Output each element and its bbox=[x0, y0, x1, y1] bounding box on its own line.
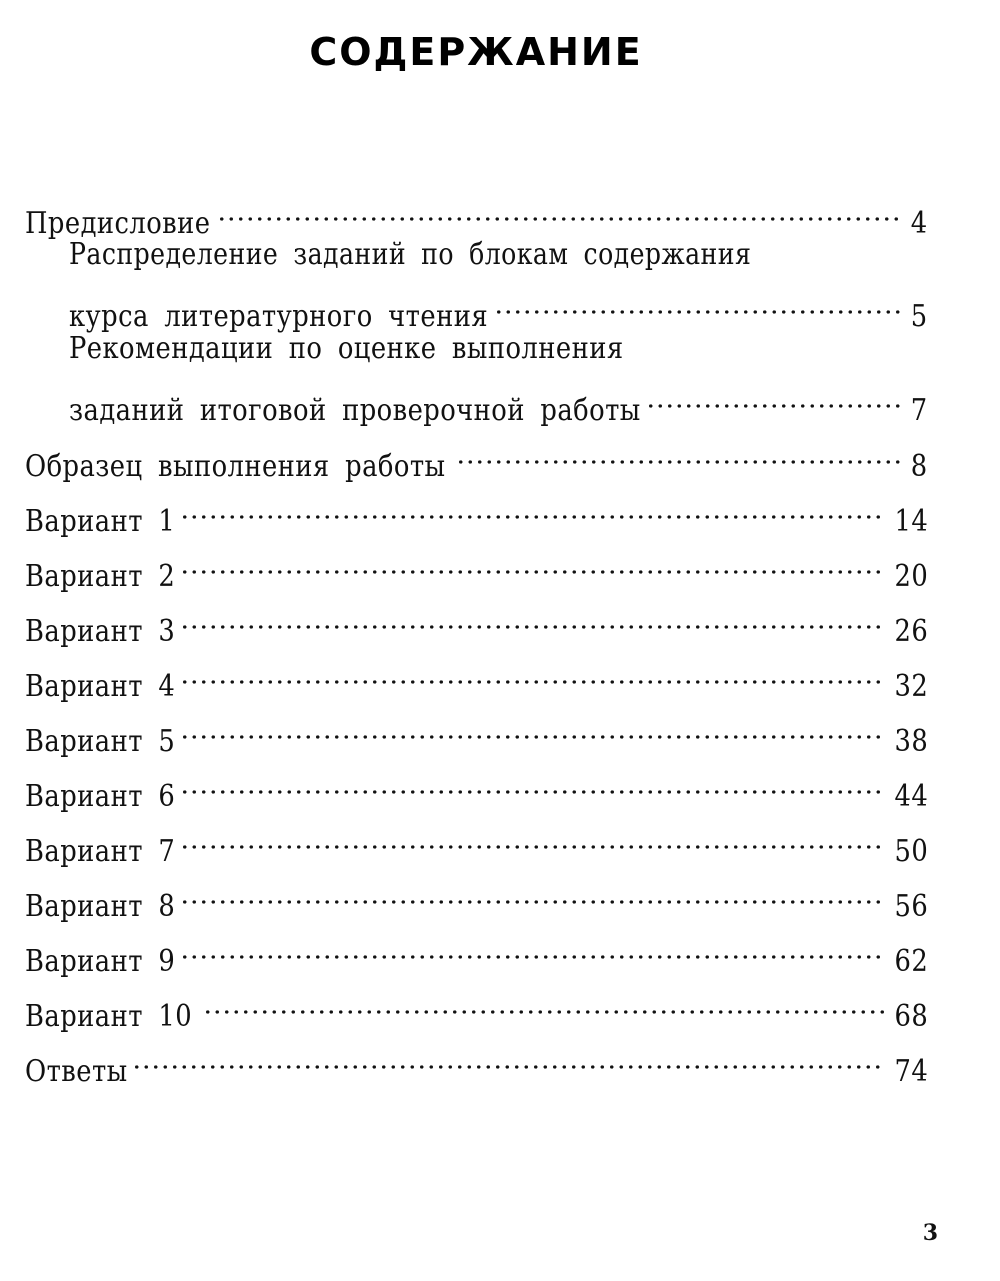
toc-entry-label: Вариант 8 bbox=[25, 889, 176, 924]
dot-leader bbox=[176, 538, 889, 586]
toc-entry-page: 68 bbox=[894, 999, 928, 1034]
toc-entry-variant-4[interactable] bbox=[25, 648, 928, 704]
toc-entry-variant-1[interactable] bbox=[25, 483, 928, 539]
toc-entry-page: 50 bbox=[894, 834, 928, 869]
toc-entry-page: 62 bbox=[894, 944, 928, 979]
toc-entry-page: 20 bbox=[894, 559, 928, 594]
toc-entry-label: Ответы bbox=[25, 1054, 128, 1089]
toc-entry-page: 7 bbox=[911, 393, 928, 428]
dot-leader bbox=[176, 813, 889, 861]
toc-entry-label: Вариант 7 bbox=[25, 834, 176, 869]
toc-entry-preface[interactable] bbox=[25, 185, 928, 241]
toc-entry-page: 56 bbox=[894, 889, 928, 924]
toc-entry-label: Вариант 3 bbox=[25, 614, 176, 649]
page-number: 3 bbox=[922, 1220, 938, 1246]
toc-entry-variant-9[interactable] bbox=[25, 923, 928, 979]
dot-leader bbox=[199, 978, 888, 1026]
dot-leader bbox=[176, 923, 889, 971]
dot-leader bbox=[176, 648, 889, 696]
toc-entry-label: Вариант 6 bbox=[25, 779, 176, 814]
toc-entry-label: Вариант 9 bbox=[25, 944, 176, 979]
toc-entry-page: 5 bbox=[911, 299, 928, 334]
toc-entry-page: 26 bbox=[894, 614, 928, 649]
toc-entry-distribution[interactable] bbox=[69, 278, 928, 334]
dot-leader bbox=[128, 1033, 889, 1081]
dot-leader bbox=[490, 278, 908, 326]
toc-entry-label: Распределение заданий по блокам содержания bbox=[69, 237, 752, 272]
toc-entry-label: заданий итоговой проверочной работы bbox=[69, 393, 641, 428]
toc-entry-page: 38 bbox=[894, 724, 928, 759]
dot-leader bbox=[176, 483, 889, 531]
toc-entry-page: 4 bbox=[911, 206, 928, 241]
toc-entry-distribution-line1[interactable] bbox=[69, 231, 928, 279]
toc-entry-answers[interactable] bbox=[25, 1033, 928, 1089]
toc-entry-page: 32 bbox=[894, 669, 928, 704]
toc-entry-variant-7[interactable] bbox=[25, 813, 928, 869]
dot-leader bbox=[176, 758, 889, 806]
toc-entry-variant-2[interactable] bbox=[25, 538, 928, 594]
toc-entry-label: Образец выполнения работы bbox=[25, 449, 446, 484]
dot-leader bbox=[452, 428, 908, 476]
toc-entry-variant-10[interactable] bbox=[25, 978, 928, 1034]
toc-entry-page: 74 bbox=[894, 1054, 928, 1089]
dot-leader bbox=[176, 593, 889, 641]
toc-entry-recommendations[interactable] bbox=[69, 372, 928, 428]
toc-entry-label: Вариант 10 bbox=[25, 999, 193, 1034]
toc-entry-variant-3[interactable] bbox=[25, 593, 928, 649]
page-title: СОДЕРЖАНИЕ bbox=[309, 30, 643, 74]
toc-entry-page: 8 bbox=[911, 449, 928, 484]
toc-entry-label: курса литературного чтения bbox=[69, 299, 489, 334]
toc-entry-page: 44 bbox=[894, 779, 928, 814]
dot-leader bbox=[642, 372, 909, 420]
dot-leader bbox=[176, 868, 889, 916]
dot-leader bbox=[213, 185, 909, 233]
toc-entry-label: Вариант 5 bbox=[25, 724, 176, 759]
toc-entry-sample[interactable] bbox=[25, 428, 928, 484]
toc-entry-label: Вариант 4 bbox=[25, 669, 176, 704]
toc-entry-variant-8[interactable] bbox=[25, 868, 928, 924]
toc-entry-recommendations-line1[interactable] bbox=[69, 325, 928, 373]
toc-entry-label: Вариант 1 bbox=[25, 504, 176, 539]
toc-entry-variant-6[interactable] bbox=[25, 758, 928, 814]
toc-entry-label: Рекомендации по оценке выполнения bbox=[69, 331, 624, 366]
toc-entry-page: 14 bbox=[894, 504, 928, 539]
toc-entry-label: Предисловие bbox=[25, 206, 211, 241]
toc-entry-variant-5[interactable] bbox=[25, 703, 928, 759]
dot-leader bbox=[176, 703, 889, 751]
toc-entry-label: Вариант 2 bbox=[25, 559, 176, 594]
